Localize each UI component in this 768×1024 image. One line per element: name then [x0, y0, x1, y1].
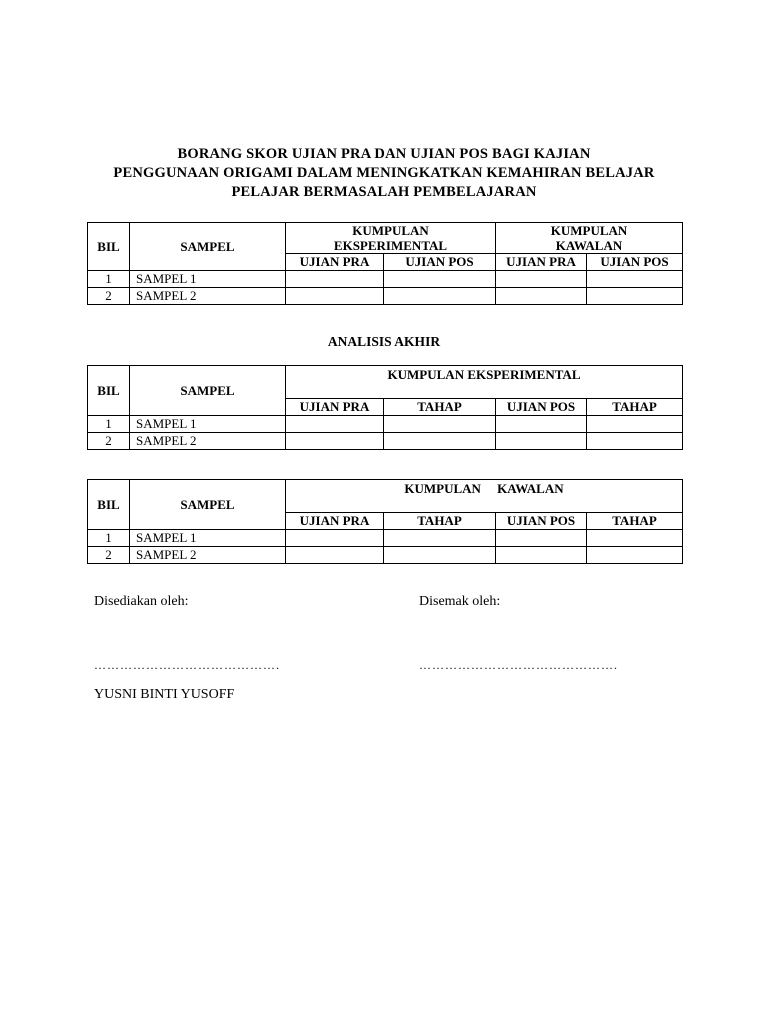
score-cell[interactable]: [587, 547, 683, 564]
score-cell[interactable]: [496, 288, 587, 305]
row-number: 1: [88, 271, 130, 288]
score-table: [87, 222, 683, 305]
signature-line-checked: ……………………………………….: [419, 658, 618, 672]
score-cell[interactable]: [587, 433, 683, 450]
score-cell[interactable]: [384, 547, 496, 564]
signature-line-prepared: …………………………………….: [94, 658, 280, 672]
group-ctrl-line-2: KAWALAN: [555, 238, 623, 253]
row-sample-name: SAMPEL 2: [130, 433, 286, 450]
row-number: 2: [88, 433, 130, 450]
score-cell[interactable]: [496, 530, 587, 547]
score-cell[interactable]: [384, 271, 496, 288]
header-ujian-pra: UJIAN PRA: [286, 254, 384, 271]
score-cell[interactable]: [286, 271, 384, 288]
row-sample-name: SAMPEL 2: [130, 288, 286, 305]
header-ujian-pos: UJIAN POS: [587, 254, 683, 271]
score-cell[interactable]: [384, 530, 496, 547]
header-tahap: TAHAP: [587, 399, 683, 416]
group-exp-line-1: KUMPULAN: [352, 223, 429, 238]
header-tahap: TAHAP: [384, 513, 496, 530]
header-ujian-pos: UJIAN POS: [496, 513, 587, 530]
row-sample-name: SAMPEL 1: [130, 530, 286, 547]
header-bil: BIL: [88, 223, 130, 271]
score-cell[interactable]: [384, 433, 496, 450]
document-title: [0, 145, 768, 202]
header-sampel: SAMPEL: [130, 480, 286, 530]
analysis-table-experimental: [87, 365, 683, 450]
header-ujian-pos: UJIAN POS: [496, 399, 587, 416]
group-ctrl-line-1: KUMPULAN: [550, 223, 628, 238]
header-group-experimental: [286, 223, 496, 254]
header-tahap: TAHAP: [384, 399, 496, 416]
score-cell[interactable]: [384, 416, 496, 433]
row-sample-name: SAMPEL 1: [130, 271, 286, 288]
score-cell[interactable]: [286, 288, 384, 305]
title-line-2: PENGGUNAAN ORIGAMI DALAM MENINGKATKAN KEMAHIRAN BELAJAR: [113, 165, 655, 181]
score-cell[interactable]: [286, 433, 384, 450]
header-ujian-pra: UJIAN PRA: [286, 513, 384, 530]
row-number: 1: [88, 416, 130, 433]
header-group-control: KUMPULAN KAWALAN: [286, 480, 683, 513]
header-ujian-pra: UJIAN PRA: [496, 254, 587, 271]
table-row: [88, 288, 683, 305]
table-row: [88, 530, 683, 547]
header-ujian-pos: UJIAN POS: [384, 254, 496, 271]
title-line-1: BORANG SKOR UJIAN PRA DAN UJIAN POS BAGI KAJIAN: [177, 146, 591, 162]
table-row: [88, 416, 683, 433]
header-tahap: TAHAP: [587, 513, 683, 530]
row-sample-name: SAMPEL 1: [130, 416, 286, 433]
header-group-control: [496, 223, 683, 254]
header-sampel: SAMPEL: [130, 223, 286, 271]
prepared-by-label: Disediakan oleh:: [94, 594, 189, 609]
table-row: [88, 433, 683, 450]
table-row: [88, 271, 683, 288]
score-cell[interactable]: [496, 547, 587, 564]
header-bil: BIL: [88, 480, 130, 530]
row-number: 2: [88, 547, 130, 564]
table-row: [88, 547, 683, 564]
score-cell[interactable]: [587, 288, 683, 305]
header-ujian-pra: UJIAN PRA: [286, 399, 384, 416]
score-cell[interactable]: [286, 530, 384, 547]
score-cell[interactable]: [587, 271, 683, 288]
row-number: 1: [88, 530, 130, 547]
score-cell[interactable]: [286, 416, 384, 433]
score-cell[interactable]: [587, 530, 683, 547]
preparer-name: YUSNI BINTI YUSOFF: [94, 687, 235, 702]
header-sampel: SAMPEL: [130, 366, 286, 416]
header-group-experimental: KUMPULAN EKSPERIMENTAL: [286, 366, 683, 399]
score-cell[interactable]: [384, 288, 496, 305]
score-cell[interactable]: [286, 547, 384, 564]
score-cell[interactable]: [496, 433, 587, 450]
score-cell[interactable]: [496, 416, 587, 433]
analysis-heading: ANALISIS AKHIR: [327, 334, 441, 349]
header-bil: BIL: [88, 366, 130, 416]
group-exp-line-2: EKSPERIMENTAL: [333, 238, 448, 253]
checked-by-label: Disemak oleh:: [419, 594, 501, 609]
analysis-table-control: [87, 479, 683, 564]
row-number: 2: [88, 288, 130, 305]
score-cell[interactable]: [496, 271, 587, 288]
row-sample-name: SAMPEL 2: [130, 547, 286, 564]
title-line-3: PELAJAR BERMASALAH PEMBELAJARAN: [231, 184, 537, 200]
score-cell[interactable]: [587, 416, 683, 433]
